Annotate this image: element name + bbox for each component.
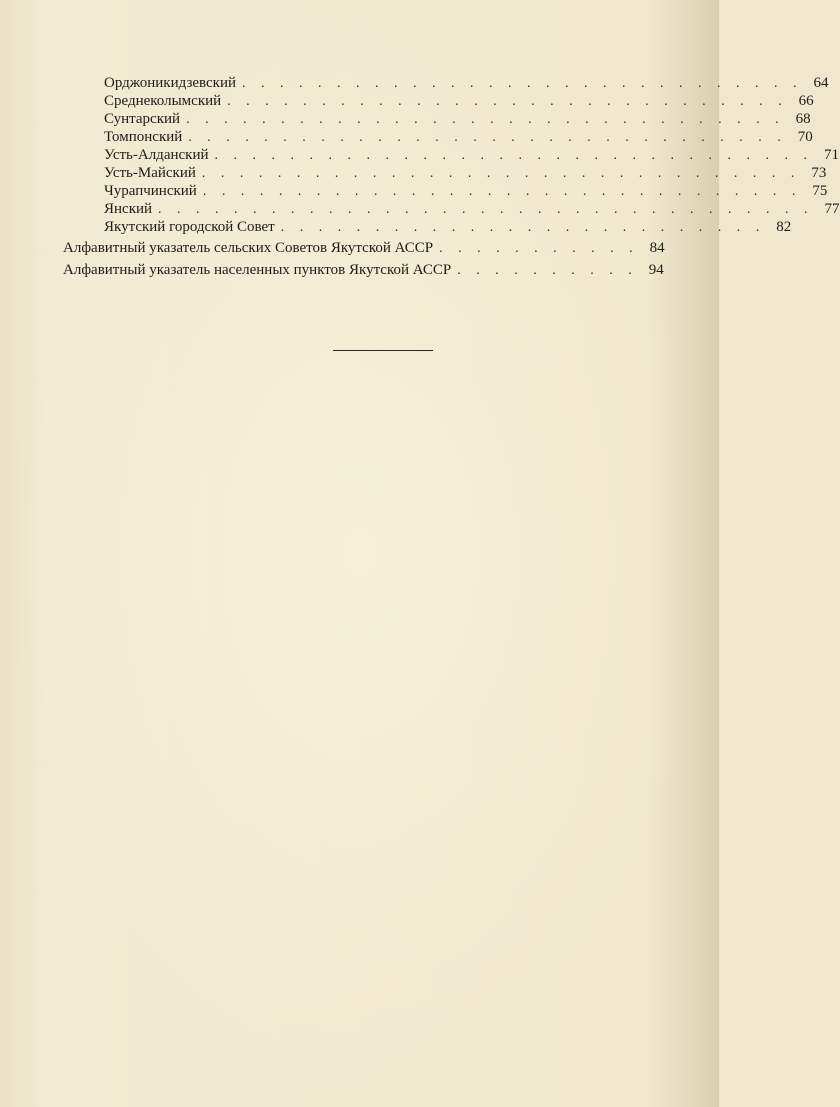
toc-entry-orjonikidzevsky	[104, 74, 829, 92]
toc-leader-dots: . . . . . . . . . .	[457, 263, 638, 278]
toc-leader-dots: . . . . . . . . . . . . . . . . . . . . . . . . . . . . . .	[242, 76, 803, 91]
toc-entry-page: 94	[648, 262, 664, 278]
toc-entry-label: Алфавитный указатель сельских Советов Якутской АССР	[63, 240, 434, 256]
toc-entry-ust-aldansky	[104, 146, 840, 164]
toc-entry-label: Орджоникидзевский	[104, 75, 237, 91]
toc-entry-tomponsky	[104, 128, 813, 146]
toc-entry-page: 84	[649, 240, 665, 256]
toc-entry-page: 75	[812, 183, 828, 199]
toc-leader-dots: . . . . . . . . . . .	[439, 241, 639, 256]
toc-entry-yakutsk-city-council	[104, 218, 792, 236]
toc-entry-label: Томпонский	[104, 129, 183, 145]
toc-entry-page: 77	[824, 201, 840, 217]
toc-leader-dots: . . . . . . . . . . . . . . . . . . . . . . . . . . . . . . . .	[201, 166, 801, 181]
toc-entry-page: 82	[776, 219, 792, 235]
toc-entry-index-settlements	[63, 261, 664, 279]
toc-entry-page: 64	[813, 75, 829, 91]
toc-entry-yansky	[104, 200, 840, 218]
toc-entry-label: Сунтарский	[104, 111, 181, 127]
toc-leader-dots: . . . . . . . . . . . . . . . . . . . . . . . . . . . . . . . .	[202, 184, 802, 199]
section-divider-rule	[333, 350, 433, 351]
toc-entry-label: Алфавитный указатель населенных пунктов Якутской АССР	[63, 262, 452, 278]
toc-leader-dots: . . . . . . . . . . . . . . . . . . . . . . . . . .	[280, 220, 766, 235]
toc-leader-dots: . . . . . . . . . . . . . . . . . . . . . . . . . . . . . .	[227, 94, 788, 109]
toc-entry-page: 73	[811, 165, 827, 181]
toc-leader-dots: . . . . . . . . . . . . . . . . . . . . . . . . . . . . . . . .	[188, 130, 787, 145]
show-through-text	[60, 340, 64, 356]
toc-leader-dots: . . . . . . . . . . . . . . . . . . . . . . . . . . . . . . . . . . .	[158, 202, 814, 217]
toc-entry-label: Усть-Майский	[104, 165, 196, 181]
toc-entry-ust-maisky	[104, 164, 827, 182]
toc-entry-churapchinsky	[104, 182, 828, 200]
toc-entry-page: 66	[798, 93, 814, 109]
toc-leader-dots: . . . . . . . . . . . . . . . . . . . . . . . . . . . . . . . .	[186, 112, 785, 127]
toc-entry-srednekolymsky	[104, 92, 814, 110]
toc-entry-suntarsky	[104, 110, 811, 128]
toc-entry-label: Якутский городской Совет	[104, 219, 275, 235]
toc-leader-dots: . . . . . . . . . . . . . . . . . . . . . . . . . . . . . . . .	[214, 148, 814, 163]
toc-entry-label: Янский	[104, 201, 153, 217]
toc-entry-page: 68	[795, 111, 811, 127]
toc-entry-index-village-councils	[63, 239, 665, 257]
toc-entry-label: Чурапчинский	[104, 183, 197, 199]
toc-entry-label: Среднеколымский	[104, 93, 222, 109]
toc-entry-page: 70	[797, 129, 813, 145]
toc-entry-label: Усть-Алданский	[104, 147, 209, 163]
toc-entry-page: 71	[824, 147, 840, 163]
